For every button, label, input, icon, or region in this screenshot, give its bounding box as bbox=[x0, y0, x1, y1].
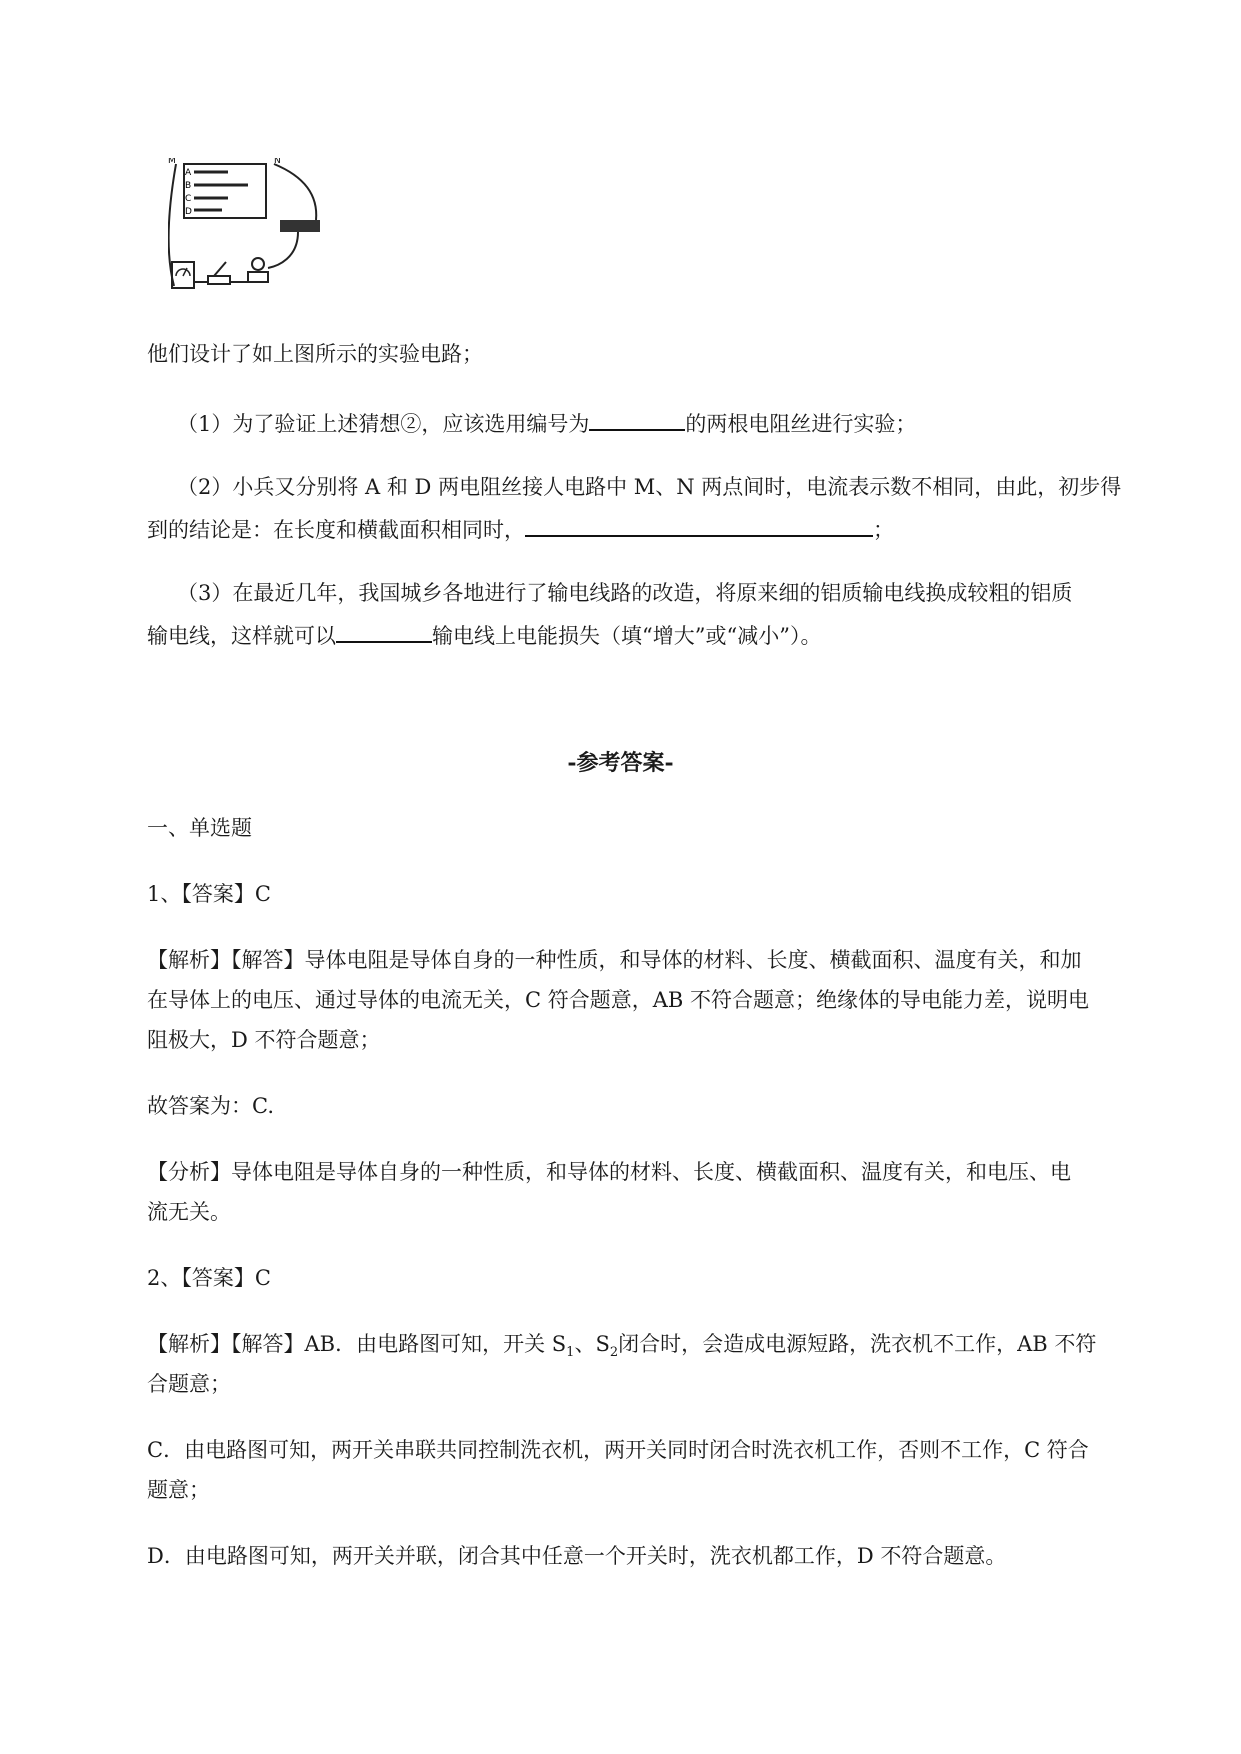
answer-2-jiexi-1 bbox=[147, 1328, 1147, 1369]
label-a: A bbox=[185, 168, 192, 178]
q2-blank bbox=[525, 511, 873, 537]
answer-2-d-1: D．由电路图可知，两开关并联，闭合其中任意一个开关时，洗衣机都工作，D 不符合题意。 bbox=[147, 1544, 1007, 1568]
wire-battery bbox=[268, 232, 298, 268]
circuit-diagram bbox=[168, 158, 368, 308]
label-c: C bbox=[185, 194, 192, 204]
wire-n bbox=[274, 164, 316, 220]
answer-2-c-2: 题意； bbox=[147, 1478, 210, 1502]
a2-sub-2: 2 bbox=[609, 1345, 619, 1361]
answer-1-head: 1、【答案】C bbox=[147, 882, 271, 906]
circuit-figure bbox=[168, 158, 368, 308]
label-n: N bbox=[274, 158, 281, 166]
answer-1-fenxi-1: 【分析】导体电阻是导体自身的一种性质，和导体的材料、长度、横截面积、温度有关，和电压、电 bbox=[147, 1160, 1071, 1184]
answer-1-jiexi-2: 在导体上的电压、通过导体的电流无关，C 符合题意，AB 不符合题意；绝缘体的导电能力差，说明电 bbox=[147, 988, 1090, 1012]
question-2-line2 bbox=[147, 511, 1147, 546]
q2-after: ； bbox=[873, 518, 894, 542]
answer-title: -参考答案- bbox=[567, 750, 674, 776]
a2-jiexi-part2: 、S bbox=[574, 1332, 610, 1356]
section-title: 一、单选题 bbox=[147, 816, 252, 840]
q1-after: 的两根电阻丝进行实验； bbox=[685, 412, 917, 436]
answer-2-c-1: C．由电路图可知，两开关串联共同控制洗衣机，两开关同时闭合时洗衣机工作，否则不工作，C 符合 bbox=[147, 1438, 1089, 1462]
label-m: M bbox=[168, 158, 176, 166]
question-2-line1: （2）小兵又分别将 A 和 D 两电阻丝接人电路中 M、N 两点间时，电流表示数不相同，由此，初步得 bbox=[177, 475, 1122, 499]
answer-1-final: 故答案为：C. bbox=[147, 1094, 274, 1118]
q1-blank bbox=[589, 405, 685, 431]
a2-jiexi-part1: 【解析】【解答】AB．由电路图可知，开关 S bbox=[147, 1332, 567, 1356]
q3-blank bbox=[336, 617, 432, 643]
label-d: D bbox=[185, 207, 192, 217]
switch bbox=[208, 276, 230, 284]
bulb bbox=[252, 258, 264, 270]
a2-sub-1: 1 bbox=[566, 1345, 575, 1361]
answer-1-fenxi-2: 流无关。 bbox=[147, 1200, 231, 1224]
q2-before: 到的结论是：在长度和横截面积相同时， bbox=[147, 518, 525, 542]
a2-jiexi-part3: 闭合时，会造成电源短路，洗衣机不工作，AB 不符 bbox=[618, 1332, 1097, 1356]
label-b: B bbox=[185, 181, 192, 191]
question-3-line2 bbox=[147, 617, 1147, 652]
answer-2-jiexi-2: 合题意； bbox=[147, 1372, 231, 1396]
question-1 bbox=[177, 405, 1177, 440]
q1-before: （1）为了验证上述猜想②，应该选用编号为 bbox=[177, 412, 590, 436]
intro-text: 他们设计了如上图所示的实验电路； bbox=[147, 342, 483, 366]
question-3-line1: （3）在最近几年，我国城乡各地进行了输电线路的改造，将原来细的铝质输电线换成较粗的铝质 bbox=[177, 581, 1073, 605]
answer-2-head: 2、【答案】C bbox=[147, 1266, 271, 1290]
q3-after: 输电线上电能损失（填“增大”或“减小”）。 bbox=[432, 624, 822, 648]
bulb-base bbox=[248, 272, 268, 282]
answer-1-jiexi-1: 【解析】【解答】导体电阻是导体自身的一种性质，和导体的材料、长度、横截面积、温度有关，和加 bbox=[147, 948, 1082, 972]
answer-1-jiexi-3: 阻极大，D 不符合题意； bbox=[147, 1028, 381, 1052]
q3-before: 输电线，这样就可以 bbox=[147, 624, 336, 648]
battery bbox=[280, 220, 320, 232]
